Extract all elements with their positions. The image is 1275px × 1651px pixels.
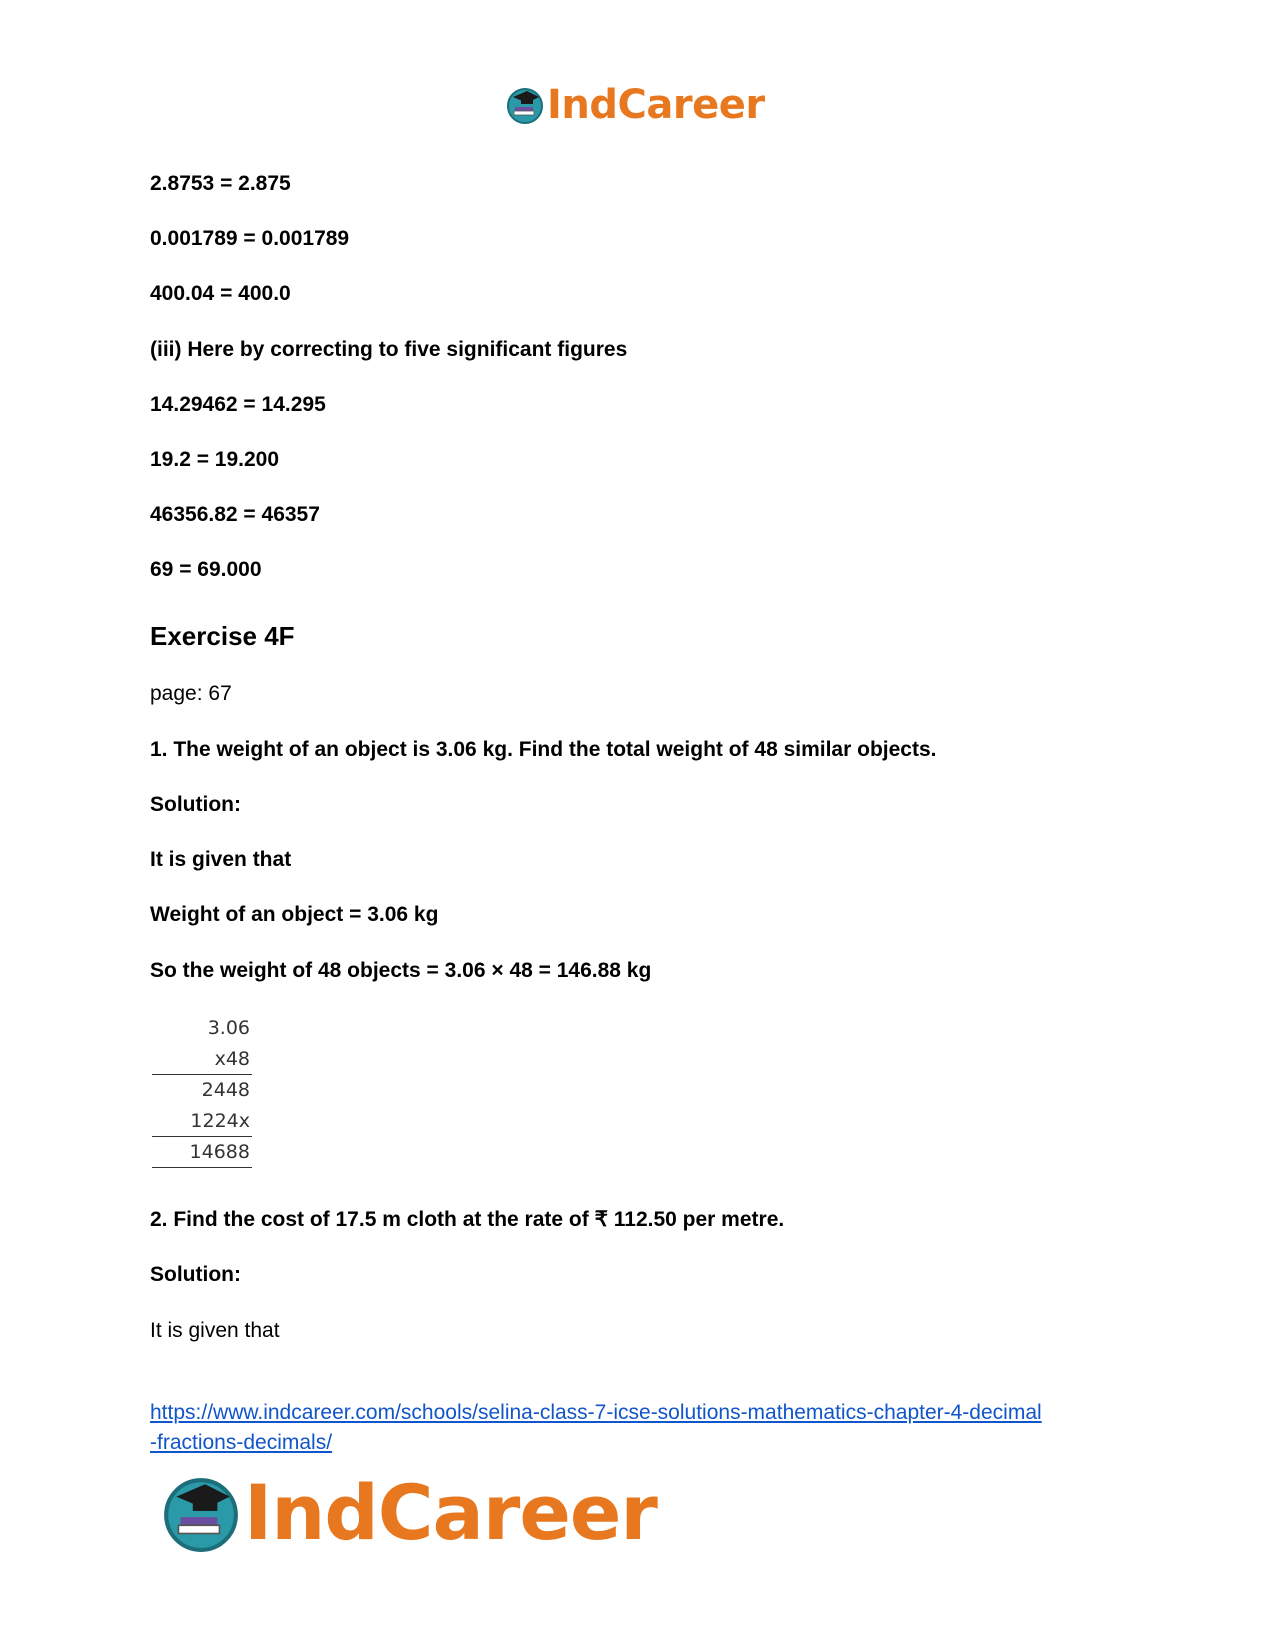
given-line: It is given that	[150, 1319, 280, 1342]
calc-product: 14688	[152, 1137, 252, 1168]
globe-graduation-cap-icon	[160, 1472, 242, 1554]
result-line: 69 = 69.000	[150, 558, 262, 581]
result-line: 14.29462 = 14.295	[150, 393, 326, 416]
solution-label: Solution:	[150, 793, 241, 816]
result-line: 2.8753 = 2.875	[150, 172, 291, 195]
source-link[interactable]	[150, 1398, 1140, 1458]
given-value: Weight of an object = 3.06 kg	[150, 903, 439, 926]
solution-label: Solution:	[150, 1263, 241, 1286]
sub-question: (iii) Here by correcting to five significant figures	[150, 338, 628, 361]
question-2: 2. Find the cost of 17.5 m cloth at the rate of ₹ 112.50 per metre.	[150, 1208, 785, 1231]
source-link-line[interactable]: https://www.indcareer.com/schools/selina-class-7-icse-solutions-mathematics-chapter-4-decimal	[150, 1401, 1042, 1424]
multiplication-working	[152, 1013, 252, 1168]
result-line: 0.001789 = 0.001789	[150, 227, 350, 250]
result-line: 46356.82 = 46357	[150, 503, 320, 526]
calc-partial-product: 1224x	[152, 1106, 252, 1137]
calc-multiplier: x48	[152, 1044, 252, 1075]
result-line: 400.04 = 400.0	[150, 282, 291, 305]
answer-line: So the weight of 48 objects = 3.06 × 48 = 146.88 kg	[150, 959, 652, 982]
header-logo	[505, 80, 765, 130]
question-1: 1. The weight of an object is 3.06 kg. Find the total weight of 48 similar objects.	[150, 738, 937, 761]
calc-multiplicand: 3.06	[207, 1017, 250, 1039]
result-line: 19.2 = 19.200	[150, 448, 280, 471]
calc-partial-product: 2448	[201, 1079, 250, 1101]
footer-logo	[160, 1465, 657, 1560]
logo-text: IndCareer	[244, 1467, 657, 1557]
page-reference: page: 67	[150, 682, 232, 705]
source-link-line[interactable]: -fractions-decimals/	[150, 1431, 333, 1454]
exercise-heading: Exercise 4F	[150, 621, 295, 651]
logo-text: IndCareer	[547, 82, 765, 128]
globe-graduation-cap-icon	[505, 85, 545, 125]
given-line: It is given that	[150, 848, 292, 871]
